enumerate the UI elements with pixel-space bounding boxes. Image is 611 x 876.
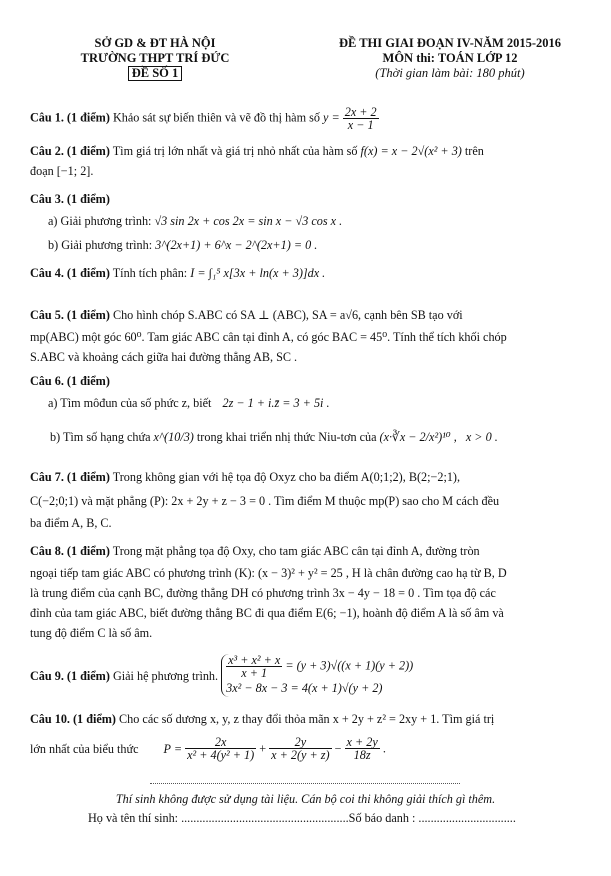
q9-eq1-fraction [226, 654, 282, 679]
q10-term2 [269, 736, 331, 761]
question-5 [30, 308, 581, 323]
question-1 [30, 106, 581, 131]
q10-t2-den: x + 2(y + z) [271, 748, 330, 762]
time-limit: (Thời gian làm bài: 180 phút) [375, 66, 525, 80]
q10-t1-den: x² + 4(y² + 1) [187, 748, 255, 762]
q6-b-text: b) Tìm số hạng chứa [50, 430, 151, 444]
question-9 [30, 654, 581, 697]
header-right [300, 36, 600, 81]
q6-a-eq: 2z − 1 + i.z̄ = 3 + 5i . [222, 396, 330, 410]
q9-label: Câu 9. (1 điểm) [30, 668, 110, 683]
q9-eq1-rhs: = (y + 3)√((x + 1)(y + 2)) [285, 658, 414, 673]
q9-eq1-den: x + 1 [241, 666, 268, 680]
q6-b-mid: trong khai triển nhị thức Niu-tơn của [196, 430, 377, 444]
q10-term1 [185, 736, 256, 761]
q5-line1: Cho hình chóp S.ABC có SA ⊥ (ABC), SA = a√6, cạnh bên SB tạo với [112, 308, 463, 322]
q4-text: Tính tích phân: [112, 266, 188, 280]
q10-t1-num: 2x [185, 736, 256, 749]
q5-label: Câu 5. (1 điểm) [30, 308, 110, 322]
q9-eq2: 3x² − 8x − 3 = 4(x + 1)√(y + 2) [226, 681, 383, 695]
question-10 [30, 712, 581, 727]
q4-label: Câu 4. (1 điểm) [30, 266, 110, 280]
q10-t3-num: x + 2y [346, 735, 378, 749]
exam-title: ĐỀ THI GIAI ĐOẠN IV-NĂM 2015-2016 [338, 36, 562, 50]
header-left [50, 36, 260, 81]
q6-b-cond: x > 0 . [465, 430, 498, 444]
q9-eq1-num: x³ + x² + x [228, 653, 281, 667]
q3-a-text: a) Giải phương trình: [48, 214, 152, 228]
q6-a-text: a) Tìm môđun của số phức z, biết [48, 396, 212, 410]
q2-formula: f(x) = x − 2√(x² + 3) [360, 144, 462, 158]
q6-part-a [48, 396, 581, 411]
q9-system [221, 654, 413, 697]
q4-formula: I = ∫₁⁵ x[3x + ln(x + 3)]dx . [190, 266, 326, 280]
q10-line2: lớn nhất của biểu thức P = $\frac{2x}{\text{x² + 4(y² + 1)}}$ + $\frac{2y}{x + 2(y + z)}$ − $\frac{x + 2y}{18z}$ . [30, 735, 386, 762]
q7-label: Câu 7. (1 điểm) [30, 470, 110, 484]
q8-line5: tung độ điểm C là số âm. [30, 626, 153, 640]
q3-part-a [48, 214, 581, 229]
q7-line2: C(−2;0;1) và mặt phẳng (P): 2x + 2y + z − 3 = 0 . Tìm điểm M thuộc mp(P) sao cho M cách đều [30, 494, 500, 508]
q8-label: Câu 8. (1 điểm) [30, 544, 110, 558]
q1-fraction [343, 106, 379, 131]
q7-line1: Trong không gian với hệ tọa độ Oxyz cho ba điểm A(0;1;2), B(2;−2;1), [112, 470, 461, 484]
q1-num: 2x + 2 [344, 105, 377, 119]
q5-line3: S.ABC và khoảng cách giữa hai đường thẳng AB, SC . [30, 350, 298, 364]
school-name: TRƯỜNG THPT TRÍ ĐỨC [80, 51, 230, 65]
q8-line3: là trung điểm của cạnh BC, đường thẳng DH có phương trình 3x − 4y − 18 = 0 . Tìm tọa độ các [30, 586, 496, 600]
q6-part-b [50, 430, 581, 445]
q5-line2: mp(ABC) một góc 60⁰. Tam giác ABC cân tại đỉnh A, có góc BAC = 45⁰. Tính thể tích khối chóp [30, 330, 507, 344]
q8-line4: đỉnh của tam giác ABC, biết đường thẳng BC đi qua điểm E(6; −1), hoành độ điểm A là số âm và [30, 606, 504, 620]
q3-label: Câu 3. (1 điểm) [30, 192, 110, 206]
q2-tail: trên [464, 144, 484, 158]
department: SỞ GD & ĐT HÀ NỘI [94, 36, 216, 50]
q2-text: Tìm giá trị lớn nhất và giá trị nhỏ nhất của hàm số [112, 144, 358, 158]
q6-b-power: x^(10/3) [153, 430, 194, 444]
q10-label: Câu 10. (1 điểm) [30, 712, 116, 726]
candidate-fields: Họ và tên thí sinh: .......................................................Số báo danh : ................................ [88, 811, 516, 825]
footer-note: Thí sinh không được sử dụng tài liệu. Cán bộ coi thi không giải thích gì thêm. [115, 792, 496, 806]
question-8 [30, 544, 581, 559]
q6-label: Câu 6. (1 điểm) [30, 374, 110, 388]
q10-t2-num: 2y [269, 736, 331, 749]
q1-text: Khảo sát sự biến thiên và vẽ đồ thị hàm số [112, 110, 320, 125]
q3-b-text: b) Giải phương trình: [48, 238, 153, 252]
q1-label: Câu 1. (1 điểm) [30, 110, 110, 125]
q3-a-eq: √3 sin 2x + cos 2x = sin x − √3 cos x . [154, 214, 343, 228]
q1-lhs: y = [323, 110, 340, 125]
q3-part-b [48, 238, 581, 253]
q8-line2: ngoại tiếp tam giác ABC có phương trình (K): (x − 3)² + y² = 25 , H là chân đường cao hạ từ B, D [30, 566, 507, 580]
q6-b-expr: (x·∛x − 2/x²)¹⁰ , [379, 430, 457, 444]
question-4 [30, 266, 581, 281]
q2-label: Câu 2. (1 điểm) [30, 144, 110, 158]
question-2 [30, 144, 581, 159]
q8-line1: Trong mặt phẳng tọa độ Oxy, cho tam giác ABC cân tại đỉnh A, đường tròn [112, 544, 480, 558]
question-7 [30, 470, 581, 485]
q1-den: x − 1 [347, 118, 374, 132]
q7-line3: ba điểm A, B, C. [30, 516, 112, 530]
q2-line2: đoạn [−1; 2]. [30, 164, 94, 178]
q3-b-eq: 3^(2x+1) + 6^x − 2^(2x+1) = 0 . [155, 238, 318, 252]
q10-t3-den: 18z [353, 748, 371, 762]
q10-p: P = [163, 741, 183, 756]
q10-term3 [345, 736, 380, 761]
subject: MÔN thi: TOÁN LỚP 12 [382, 51, 518, 65]
q9-eq1 [226, 654, 413, 679]
footer-divider [150, 783, 460, 784]
exam-code: ĐỀ SỐ 1 [128, 66, 183, 81]
q10-line1: Cho các số dương x, y, z thay đổi thỏa mãn x + 2y + z² = 2xy + 1. Tìm giá trị [119, 712, 495, 726]
q9-text: Giải hệ phương trình. [112, 668, 219, 683]
q10-l2-text: lớn nhất của biểu thức [30, 741, 139, 756]
